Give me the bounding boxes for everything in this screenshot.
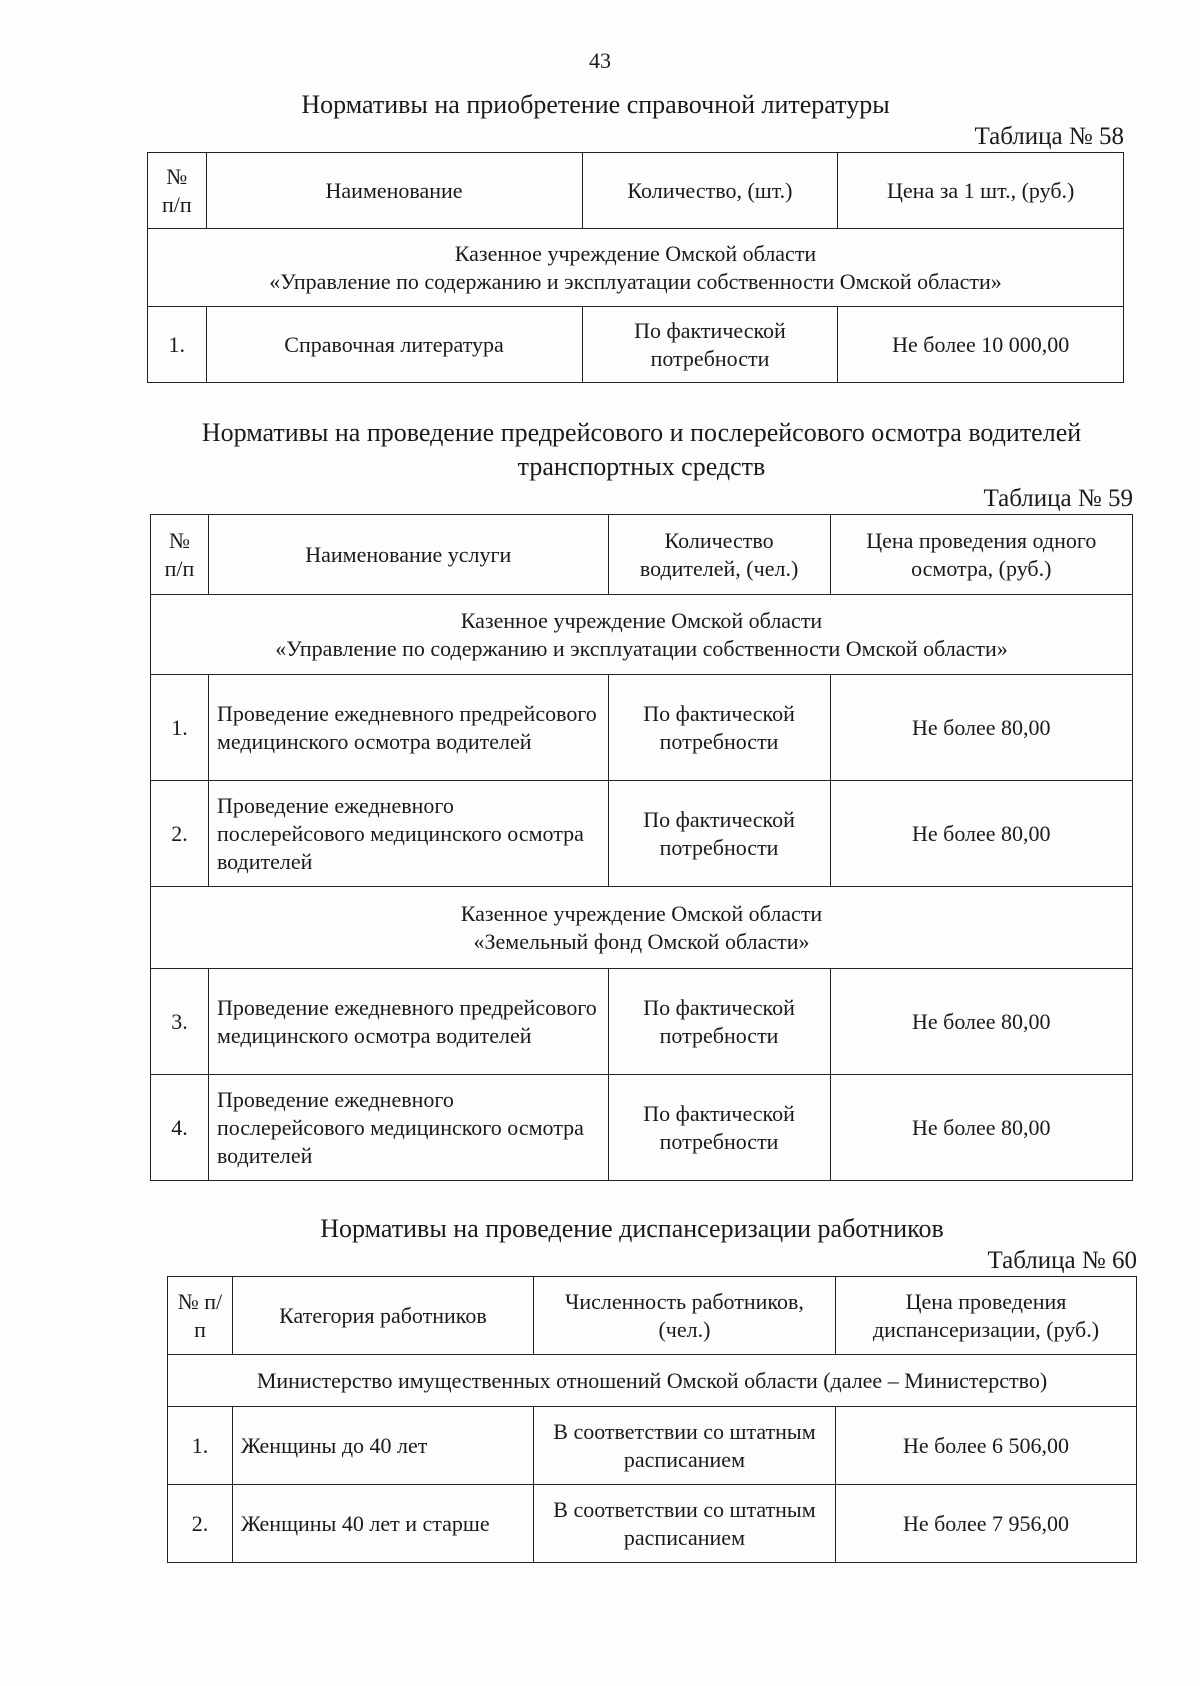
table-row — [168, 1407, 1137, 1485]
org-row — [148, 229, 1124, 307]
header-cell: № п/п — [151, 515, 209, 595]
row-price: Не более 80,00 — [830, 675, 1132, 781]
table59 — [150, 514, 1133, 1181]
table58-heading: Нормативы на приобретение справочной литературы — [301, 90, 890, 119]
org-cell — [151, 595, 1133, 675]
row-price: Не более 6 506,00 — [835, 1407, 1136, 1485]
row-quantity: По фактической потребности — [608, 675, 830, 781]
header-cell: Наименование — [206, 153, 582, 229]
page-number: 43 — [589, 48, 611, 73]
table59-section — [150, 416, 1133, 1181]
header-cell: Количество водителей, (чел.) — [608, 515, 830, 595]
table58-section — [147, 88, 1124, 383]
header-cell: № п/п — [168, 1277, 233, 1355]
row-quantity: По фактической потребности — [608, 1075, 830, 1181]
row-quantity: По фактической потребности — [608, 781, 830, 887]
header-cell: № п/п — [148, 153, 207, 229]
header-cell: Категория работников — [232, 1277, 533, 1355]
table60-section — [167, 1212, 1137, 1563]
row-price: Не более 80,00 — [830, 781, 1132, 887]
heading-line: Нормативы на проведение предрейсового и послерейсового осмотра водителей — [201, 418, 1082, 447]
org-row — [168, 1355, 1137, 1407]
table-row — [151, 781, 1133, 887]
table-header-row — [148, 153, 1124, 229]
header-cell: Цена проведения одного осмотра, (руб.) — [830, 515, 1132, 595]
org-line: Казенное учреждение Омской области — [460, 900, 823, 926]
row-name: Проведение ежедневного послерейсового медицинского осмотра водителей — [208, 781, 608, 887]
table59-heading — [150, 416, 1133, 484]
row-quantity: В соответствии со штатным расписанием — [533, 1485, 835, 1563]
row-price: Не более 10 000,00 — [838, 307, 1124, 383]
org-line: Казенное учреждение Омской области — [454, 240, 817, 266]
row-number: 2. — [168, 1485, 233, 1563]
header-cell: Количество, (шт.) — [582, 153, 838, 229]
org-line: «Земельный фонд Омской области» — [473, 928, 810, 954]
org-row — [151, 887, 1133, 969]
row-price: Не более 80,00 — [830, 969, 1132, 1075]
org-cell — [148, 229, 1124, 307]
header-cell: Численность работников, (чел.) — [533, 1277, 835, 1355]
row-quantity: В соответствии со штатным расписанием — [533, 1407, 835, 1485]
table-row — [151, 675, 1133, 781]
row-price: Не более 7 956,00 — [835, 1485, 1136, 1563]
row-number: 2. — [151, 781, 209, 887]
org-line: «Управление по содержанию и эксплуатации собственности Омской области» — [275, 635, 1008, 661]
row-number: 3. — [151, 969, 209, 1075]
table-row — [151, 969, 1133, 1075]
table60-heading: Нормативы на проведение диспансеризации работников — [320, 1214, 944, 1243]
row-number: 1. — [168, 1407, 233, 1485]
table59-label: Таблица № 59 — [983, 485, 1133, 512]
row-quantity: По фактической потребности — [582, 307, 838, 383]
header-cell: Цена проведения диспансеризации, (руб.) — [835, 1277, 1136, 1355]
org-cell: Министерство имущественных отношений Омской области (далее – Министерство) — [168, 1355, 1137, 1407]
row-price: Не более 80,00 — [830, 1075, 1132, 1181]
table-row — [168, 1485, 1137, 1563]
table-header-row — [168, 1277, 1137, 1355]
row-name: Женщины 40 лет и старше — [232, 1485, 533, 1563]
org-line: «Управление по содержанию и эксплуатации собственности Омской области» — [269, 268, 1002, 294]
heading-line: транспортных средств — [517, 452, 766, 481]
row-quantity: По фактической потребности — [608, 969, 830, 1075]
org-line: Казенное учреждение Омской области — [460, 607, 823, 633]
row-number: 4. — [151, 1075, 209, 1181]
header-cell: Наименование услуги — [208, 515, 608, 595]
org-cell — [151, 887, 1133, 969]
table60-label: Таблица № 60 — [987, 1247, 1137, 1274]
table60 — [167, 1276, 1137, 1563]
header-cell: Цена за 1 шт., (руб.) — [838, 153, 1124, 229]
row-name: Проведение ежедневного предрейсового медицинского осмотра водителей — [208, 969, 608, 1075]
row-name: Проведение ежедневного послерейсового медицинского осмотра водителей — [208, 1075, 608, 1181]
table-row — [148, 307, 1124, 383]
row-number: 1. — [151, 675, 209, 781]
row-number: 1. — [148, 307, 207, 383]
row-name: Справочная литература — [206, 307, 582, 383]
row-name: Проведение ежедневного предрейсового медицинского осмотра водителей — [208, 675, 608, 781]
table-header-row — [151, 515, 1133, 595]
table-row — [151, 1075, 1133, 1181]
table58 — [147, 152, 1124, 383]
org-row — [151, 595, 1133, 675]
table58-label: Таблица № 58 — [974, 123, 1124, 150]
row-name: Женщины до 40 лет — [232, 1407, 533, 1485]
